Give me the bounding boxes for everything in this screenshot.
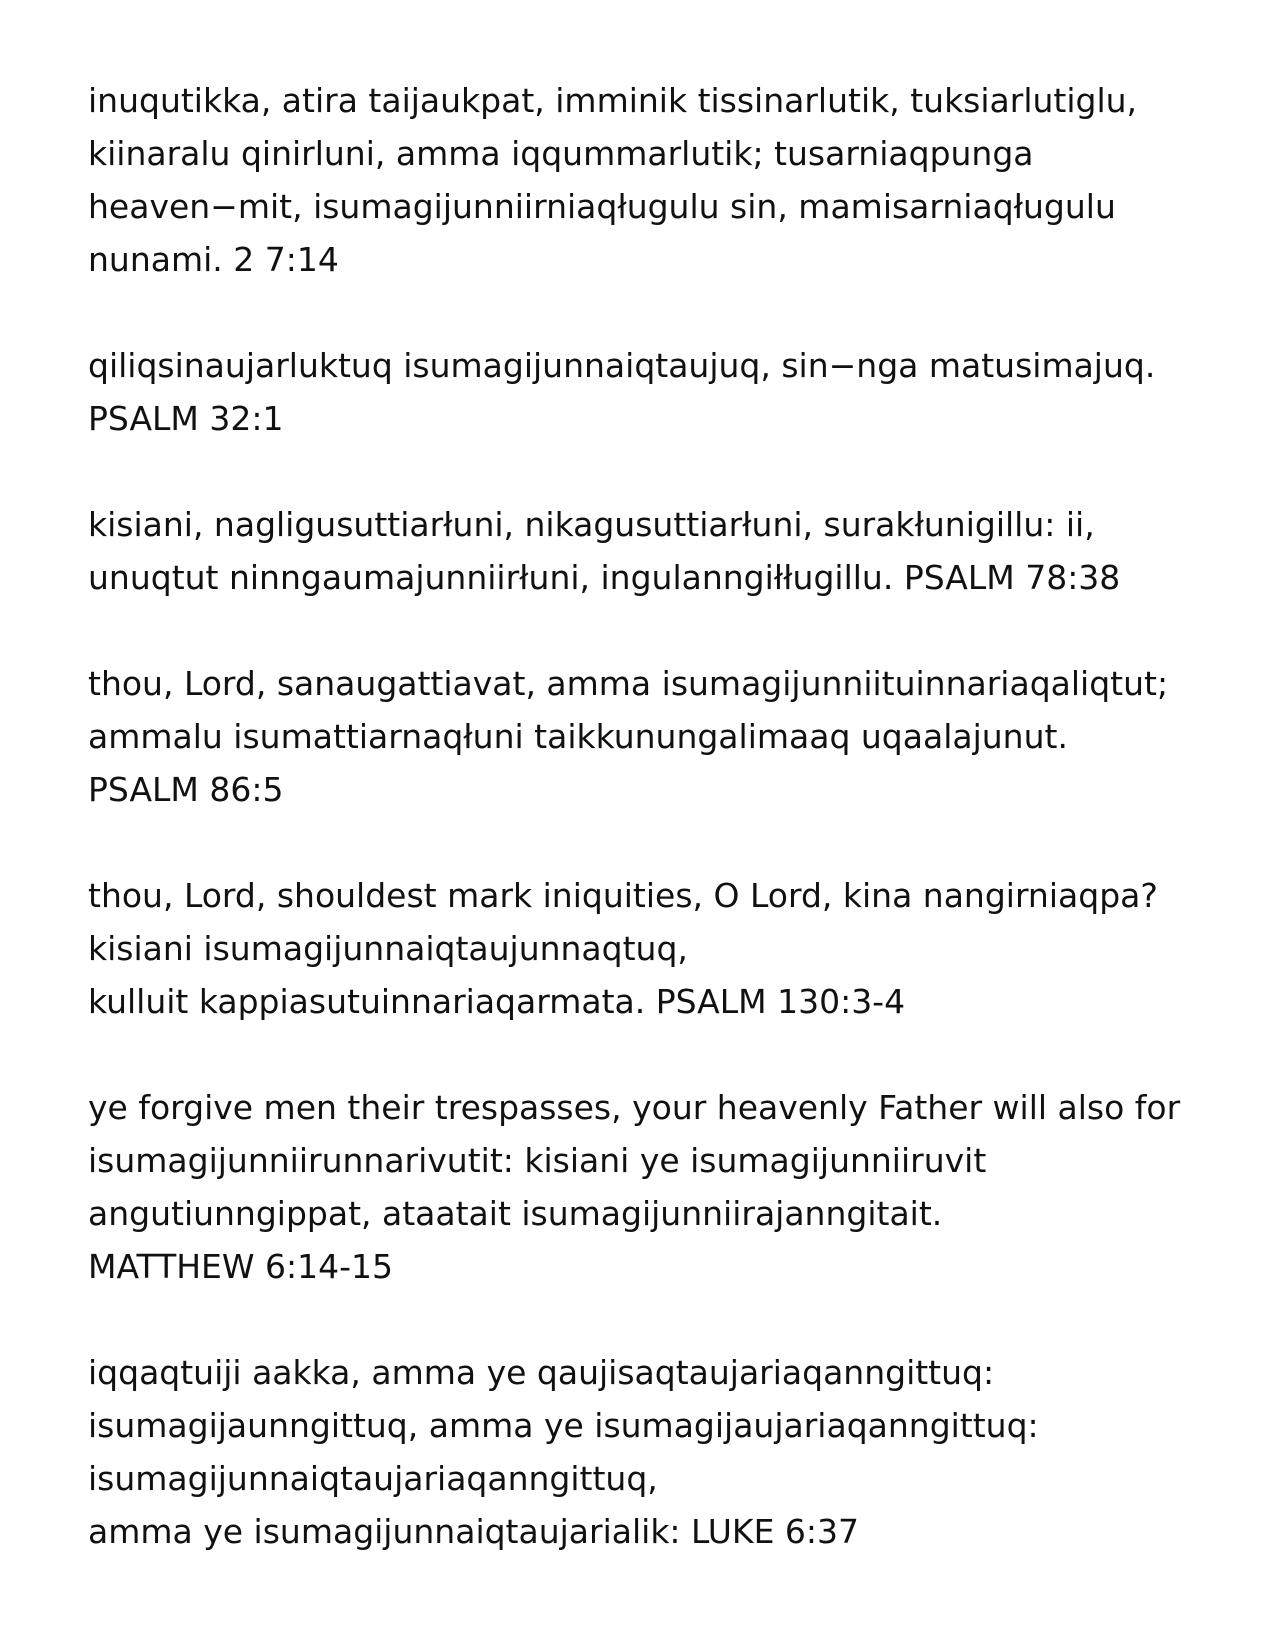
verse-passage-5 — [88, 869, 1238, 1028]
verse-reference-line: MATTHEW 6:14-15 — [88, 1247, 394, 1286]
verse-reference-line: unuqtut ninngaumajunniirłuni, ingulanngiłługillu. PSALM 78:38 — [88, 558, 1121, 597]
verse-passage-4 — [88, 657, 1238, 816]
verse-line: kisiani, nagligusuttiarłuni, nikagusuttiarłuni, surakłunigillu: ii, — [88, 505, 1095, 544]
verse-passage-7 — [88, 1346, 1238, 1558]
verse-reference-line: amma ye isumagijunnaiqtaujarialik: LUKE 6:37 — [88, 1512, 860, 1551]
verse-line: thou, Lord, sanaugattiavat, amma isumagijunniituinnariaqaliqtut; — [88, 664, 1169, 703]
verse-line: ammalu isumattiarnaqłuni taikkunungalimaaq uqaalajunut. — [88, 717, 1068, 756]
verse-line: kisiani isumagijunnaiqtaujunnaqtuq, — [88, 929, 688, 968]
verse-reference-line: nunami. 2 7:14 — [88, 240, 339, 279]
verse-reference-line: PSALM 32:1 — [88, 399, 284, 438]
verse-passage-2 — [88, 339, 1238, 445]
verse-line: qiliqsinaujarluktuq isumagijunnaiqtaujuq, sin−nga matusimajuq. — [88, 346, 1156, 385]
verse-passage-6 — [88, 1081, 1238, 1293]
verse-line: isumagijunniirunnarivutit: kisiani ye isumagijunniiruvit — [88, 1141, 987, 1180]
verse-line: isumagijunnaiqtaujariaqanngittuq, — [88, 1459, 658, 1498]
verse-line: kiinaralu qinirluni, amma iqqummarlutik; tusarniaqpunga — [88, 134, 1034, 173]
document-page — [88, 74, 1238, 1611]
verse-line: inuqutikka, atira taijaukpat, imminik tissinarlutik, tuksiarlutiglu, — [88, 81, 1138, 120]
verse-line: iqqaqtuiji aakka, amma ye qaujisaqtaujariaqanngittuq: — [88, 1353, 995, 1392]
verse-line: ye forgive men their trespasses, your heavenly Father will also for — [88, 1088, 1181, 1127]
verse-reference-line: PSALM 86:5 — [88, 770, 284, 809]
verse-line: angutiunngippat, ataatait isumagijunniirajanngitait. — [88, 1194, 943, 1233]
verse-reference-line: kulluit kappiasutuinnariaqarmata. PSALM 130:3-4 — [88, 982, 906, 1021]
verse-line: thou, Lord, shouldest mark iniquities, O Lord, kina nangirniaqpa? — [88, 876, 1158, 915]
verse-passage-3 — [88, 498, 1238, 604]
verse-line: isumagijaunngittuq, amma ye isumagijaujariaqanngittuq: — [88, 1406, 1039, 1445]
verse-passage-1 — [88, 74, 1238, 286]
verse-line: heaven−mit, isumagijunniirniaqługulu sin, mamisarniaqługulu — [88, 187, 1116, 226]
